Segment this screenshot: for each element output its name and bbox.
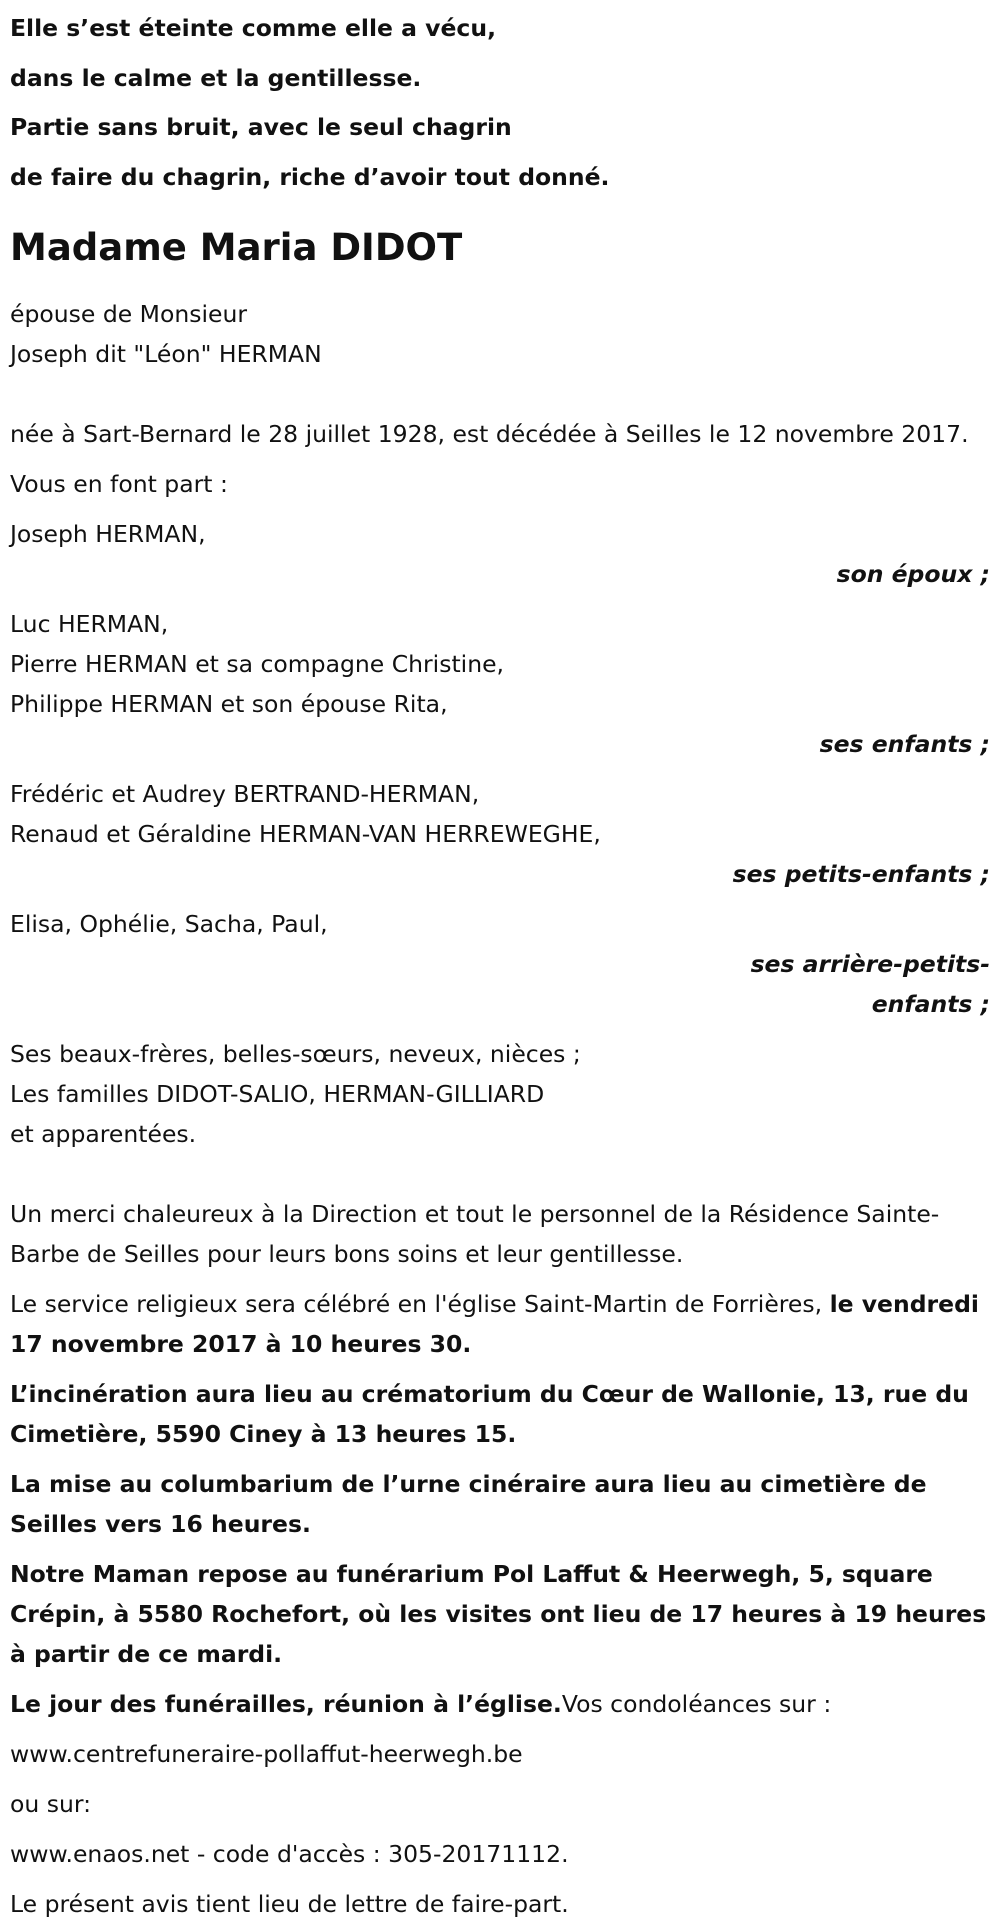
family-grandchildren <box>10 774 990 894</box>
poem <box>10 4 990 202</box>
family-role: ses arrière-petits-enfants ; <box>750 950 990 1018</box>
relatives-line: et apparentées. <box>10 1120 197 1148</box>
family-husband <box>10 514 990 594</box>
poem-line: de faire du chagrin, riche d’avoir tout donné. <box>10 162 610 191</box>
spouse-info <box>10 294 990 374</box>
poem-line: Elle s’est éteinte comme elle a vécu, <box>10 14 497 42</box>
family-role: ses enfants ; <box>819 730 990 758</box>
poem-line: Partie sans bruit, avec le seul chagrin <box>10 113 512 141</box>
other-relatives <box>10 1034 990 1154</box>
birth-death: née à Sart-Bernard le 28 juillet 1928, est décédée à Seilles le 12 novembre 2017. <box>10 420 969 448</box>
family-role: ses petits-enfants ; <box>732 860 990 888</box>
family-name: Luc HERMAN, <box>10 610 169 638</box>
funeral-day-meeting: Le jour des funérailles, réunion à l’église. <box>10 1690 562 1718</box>
relatives-line: Les familles DIDOT-SALIO, HERMAN-GILLIARD <box>10 1080 545 1108</box>
family-name: Philippe HERMAN et son épouse Rita, <box>10 690 448 718</box>
deceased-name: Madame Maria DIDOT <box>10 226 463 269</box>
family-role: son époux ; <box>836 560 990 588</box>
family-name: Pierre HERMAN et sa compagne Christine, <box>10 650 505 678</box>
family-children <box>10 604 990 764</box>
closing-text: Le présent avis tient lieu de lettre de faire-part. <box>10 1890 569 1918</box>
service-date: le vendredi 17 novembre 2017 à 10 heures 30. <box>10 1290 979 1358</box>
service-paragraph <box>10 1284 990 1364</box>
funerarium-paragraph: Notre Maman repose au funérarium Pol Laffut & Heerwegh, 5, square Crépin, à 5580 Rochefort, où les visites ont lieu de 17 heures à 19 heures à partir de ce mardi. <box>10 1560 987 1668</box>
service-text: Le service religieux sera célébré en l'église Saint-Martin de Forrières, <box>10 1290 830 1318</box>
family-name: Elisa, Ophélie, Sacha, Paul, <box>10 910 328 938</box>
condolences-text: Vos condoléances sur : <box>561 1690 832 1718</box>
family-name: Frédéric et Audrey BERTRAND-HERMAN, <box>10 780 480 808</box>
website-link-enaos: www.enaos.net - code d'accès : 305-20171112. <box>10 1840 569 1868</box>
or-on-text: ou sur: <box>10 1790 92 1818</box>
funeral-day-paragraph <box>10 1684 990 1724</box>
columbarium-paragraph: La mise au columbarium de l’urne cinéraire aura lieu au cimetière de Seilles vers 16 heures. <box>10 1470 927 1538</box>
relatives-line: Ses beaux-frères, belles-sœurs, neveux, nièces ; <box>10 1040 581 1068</box>
family-great-grandchildren <box>10 904 990 1024</box>
cremation-paragraph: L’incinération aura lieu au crématorium du Cœur de Wallonie, 13, rue du Cimetière, 5590 Ciney à 13 heures 15. <box>10 1380 969 1448</box>
spouse-line: Joseph dit "Léon" HERMAN <box>10 340 322 368</box>
spouse-line: épouse de Monsieur <box>10 300 247 328</box>
announcement-intro: Vous en font part : <box>10 470 228 498</box>
website-link-funeral-home: www.centrefuneraire-pollaffut-heerwegh.be <box>10 1740 523 1768</box>
thanks-paragraph: Un merci chaleureux à la Direction et tout le personnel de la Résidence Sainte-Barbe de Seilles pour leurs bons soins et leur gentillesse. <box>10 1200 940 1268</box>
family-name: Renaud et Géraldine HERMAN-VAN HERREWEGHE, <box>10 820 601 848</box>
family-name: Joseph HERMAN, <box>10 520 206 548</box>
poem-line: dans le calme et la gentillesse. <box>10 63 422 92</box>
